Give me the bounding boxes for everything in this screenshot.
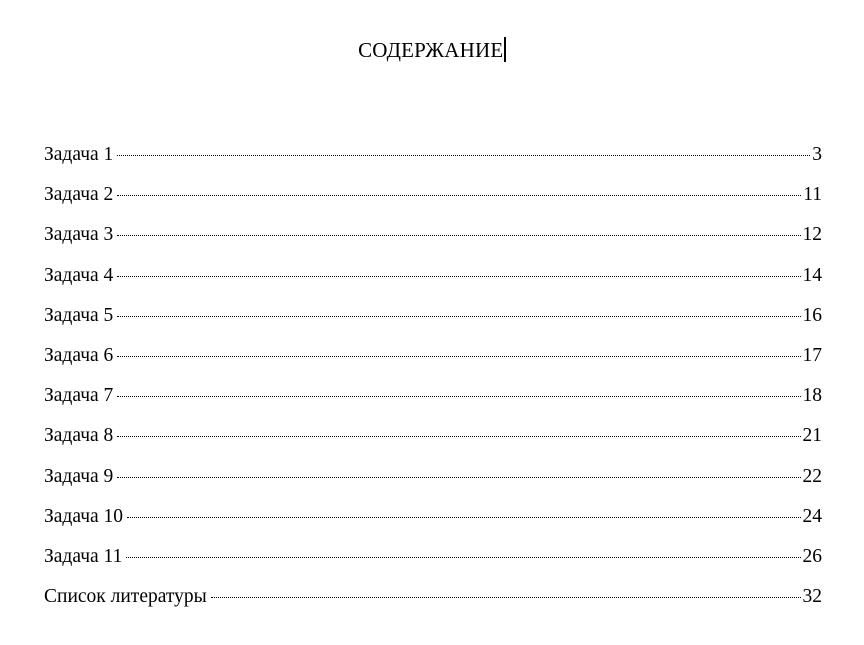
toc-entry-label: Задача 7: [44, 385, 114, 407]
toc-entry-page: 32: [802, 586, 822, 608]
toc-entry-page: 12: [802, 224, 822, 246]
toc-entry-4[interactable]: [44, 261, 822, 301]
dot-leader: [117, 195, 801, 196]
dot-leader: [126, 557, 800, 558]
toc-entry-9[interactable]: [44, 462, 822, 502]
toc-entry-7[interactable]: [44, 381, 822, 421]
toc-entry-label: Задача 8: [44, 425, 114, 447]
toc-entry-label: Задача 10: [44, 505, 124, 527]
toc-entry-5[interactable]: [44, 301, 822, 341]
toc-entry-page: 3: [812, 144, 822, 165]
dot-leader: [117, 235, 800, 236]
toc-entry-label: Задача 2: [44, 184, 114, 206]
toc-entry-page: 24: [802, 505, 822, 527]
toc-entry-label: Задача 6: [44, 344, 114, 366]
toc-entry-label: Задача 4: [44, 264, 114, 286]
toc-entry-label: Задача 9: [44, 465, 114, 487]
toc-entry-6[interactable]: [44, 341, 822, 381]
dot-leader: [117, 276, 800, 277]
dot-leader: [117, 396, 800, 397]
toc-entry-12[interactable]: [44, 582, 822, 622]
toc-entry-page: 22: [802, 465, 822, 487]
page-title: СОДЕРЖАНИЕ: [358, 38, 504, 62]
toc-entry-label: Задача 3: [44, 224, 114, 246]
toc-entry-page: 11: [803, 184, 822, 206]
toc-entry-page: 14: [802, 264, 822, 286]
dot-leader: [117, 436, 800, 437]
toc-entry-page: 26: [802, 545, 822, 567]
title-line[interactable]: [0, 38, 864, 63]
toc-entry-label: Задача 5: [44, 304, 114, 326]
toc-entry-8[interactable]: [44, 421, 822, 461]
dot-leader: [117, 477, 800, 478]
toc-entry-label: Задача 11: [44, 545, 123, 567]
dot-leader: [117, 155, 810, 156]
dot-leader: [117, 316, 800, 317]
toc-entry-page: 18: [802, 385, 822, 407]
toc-entry-page: 16: [802, 304, 822, 326]
toc-entry-label: Список литературы: [44, 586, 207, 608]
toc-entry-3[interactable]: [44, 220, 822, 260]
toc-entry-page: 21: [802, 425, 822, 447]
dot-leader: [117, 356, 800, 357]
dot-leader: [211, 597, 801, 598]
toc-entry-10[interactable]: [44, 502, 822, 542]
toc-entry-1[interactable]: [44, 140, 822, 180]
table-of-contents: [44, 140, 822, 622]
toc-entry-page: 17: [802, 344, 822, 366]
toc-entry-2[interactable]: [44, 180, 822, 220]
text-cursor: [504, 37, 506, 62]
toc-entry-11[interactable]: [44, 542, 822, 582]
toc-entry-label: Задача 1: [44, 144, 114, 165]
dot-leader: [127, 517, 800, 518]
